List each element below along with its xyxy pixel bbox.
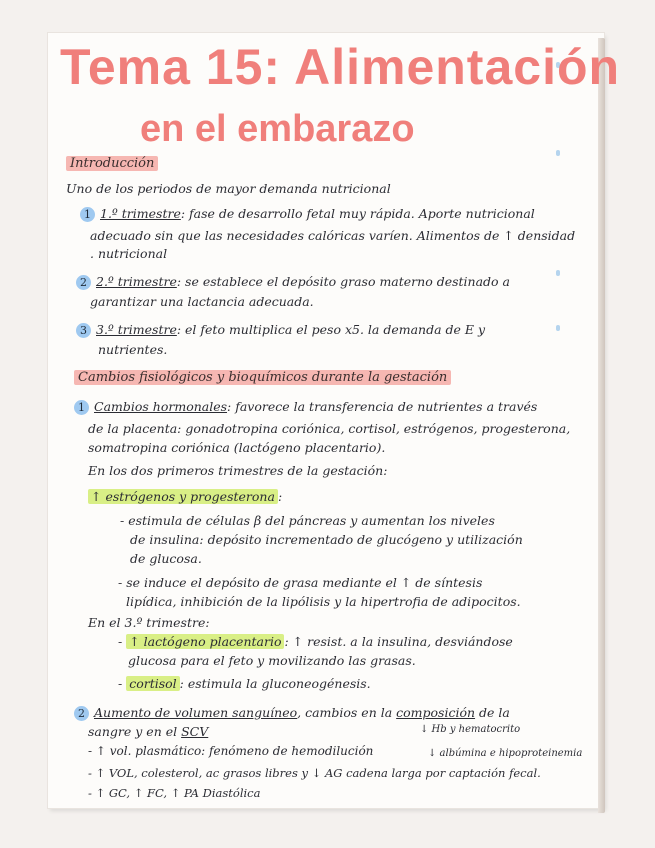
hormonal-line3: somatropina coriónica (lactógeno placentario). bbox=[88, 440, 386, 455]
estrogen-bullet1-line1: - estimula de células β del páncreas y aumentan los niveles bbox=[120, 513, 495, 528]
hormonal-line2: de la placenta: gonadotropina coriónica, cortisol, estrógenos, progesterona, bbox=[88, 421, 571, 436]
lactogen-line1 bbox=[118, 634, 513, 649]
volume-scv: SCV bbox=[181, 724, 209, 739]
third-trimester-label: En el 3.º trimestre: bbox=[88, 615, 210, 630]
estrogen-bullet1-line3: de glucosa. bbox=[130, 551, 202, 566]
trimester-1-line3: . nutricional bbox=[90, 246, 168, 261]
number-badge: 3 bbox=[76, 323, 91, 338]
cortisol-label: cortisol bbox=[126, 676, 179, 691]
cortisol-dash: - bbox=[118, 676, 127, 691]
page-title-line2: en el embarazo bbox=[140, 108, 415, 150]
estrogen-label: ↑ estrógenos y progesterona bbox=[88, 489, 278, 504]
hormonal-label: Cambios hormonales bbox=[94, 399, 228, 414]
intro-text: Uno de los periodos de mayor demanda nutricional bbox=[66, 181, 391, 196]
page-title-line1: Tema 15: Alimentación bbox=[60, 39, 621, 95]
number-badge: 1 bbox=[74, 400, 89, 415]
hormonal-text: : favorece la transferencia de nutrientes a través bbox=[227, 399, 538, 414]
trimester-3-line2: nutrientes. bbox=[98, 342, 168, 357]
trimester-2-text: : se establece el depósito graso materno destinado a bbox=[176, 274, 510, 289]
number-badge: 2 bbox=[74, 706, 89, 721]
estrogen-bullet2-line1: - se induce el depósito de grasa mediante el ↑ de síntesis bbox=[118, 575, 483, 590]
number-badge: 2 bbox=[76, 275, 91, 290]
volume-line1 bbox=[74, 705, 510, 721]
trimester-3-line1 bbox=[76, 322, 485, 338]
estrogen-bullet2-line2: lipídica, inhibición de la lipólisis y la hipertrofia de adipocitos. bbox=[126, 594, 521, 609]
estrogen-heading bbox=[88, 489, 282, 504]
trimester-2-line1 bbox=[76, 274, 510, 290]
volume-text-c: de la bbox=[475, 705, 510, 720]
blue-dot bbox=[556, 270, 560, 276]
intro-heading: Introducción bbox=[66, 156, 158, 171]
lactogen-text: : ↑ resist. a la insulina, desviándose bbox=[284, 634, 513, 649]
hormonal-line1 bbox=[74, 399, 537, 415]
volume-line2-text: sangre y en el bbox=[88, 724, 182, 739]
trimester-1-text: : fase de desarrollo fetal muy rápida. Aporte nutricional bbox=[180, 206, 535, 221]
volume-note-albumin: ↓ albúmina e hipoproteinemia bbox=[428, 748, 583, 759]
lactogen-label: ↑ lactógeno placentario bbox=[126, 634, 284, 649]
hormonal-line4: En los dos primeros trimestres de la gestación: bbox=[88, 463, 388, 478]
trimester-2-line2: garantizar una lactancia adecuada. bbox=[90, 294, 314, 309]
trimester-2-label: 2.º trimestre bbox=[96, 274, 177, 289]
blue-dot bbox=[556, 325, 560, 331]
lactogen-line2: glucosa para el feto y movilizando las grasas. bbox=[128, 653, 416, 668]
lactogen-dash: - bbox=[118, 634, 127, 649]
trimester-1-line1 bbox=[80, 206, 535, 222]
changes-heading: Cambios fisiológicos y bioquímicos durante la gestación bbox=[74, 370, 451, 385]
cortisol-text: : estimula la gluconeogénesis. bbox=[179, 676, 371, 691]
estrogen-bullet1-line2: de insulina: depósito incrementado de glucógeno y utilización bbox=[130, 532, 523, 547]
trimester-1-line2: adecuado sin que las necesidades calóricas varíen. Alimentos de ↑ densidad bbox=[90, 228, 576, 243]
volume-label: Aumento de volumen sanguíneo bbox=[94, 705, 298, 720]
volume-line2 bbox=[88, 724, 208, 739]
volume-text-a: , cambios en la bbox=[297, 705, 397, 720]
volume-composition: composición bbox=[396, 705, 476, 720]
volume-note-hb: ↓ Hb y hematocrito bbox=[420, 724, 521, 735]
blue-dot bbox=[556, 150, 560, 156]
number-badge: 1 bbox=[80, 207, 95, 222]
estrogen-colon: : bbox=[277, 489, 283, 504]
trimester-1-label: 1.º trimestre bbox=[100, 206, 181, 221]
cortisol-line bbox=[118, 676, 371, 691]
volume-line5: - ↑ GC, ↑ FC, ↑ PA Diastólica bbox=[88, 786, 261, 800]
trimester-3-label: 3.º trimestre bbox=[96, 322, 177, 337]
trimester-3-text: : el feto multiplica el peso x5. la demanda de E y bbox=[176, 322, 486, 337]
volume-line4: - ↑ VOL, colesterol, ac grasos libres y ↓ AG cadena larga por captación fecal. bbox=[88, 766, 541, 780]
volume-line3: - ↑ vol. plasmático: fenómeno de hemodilución bbox=[88, 744, 374, 758]
page-edge bbox=[598, 38, 605, 813]
